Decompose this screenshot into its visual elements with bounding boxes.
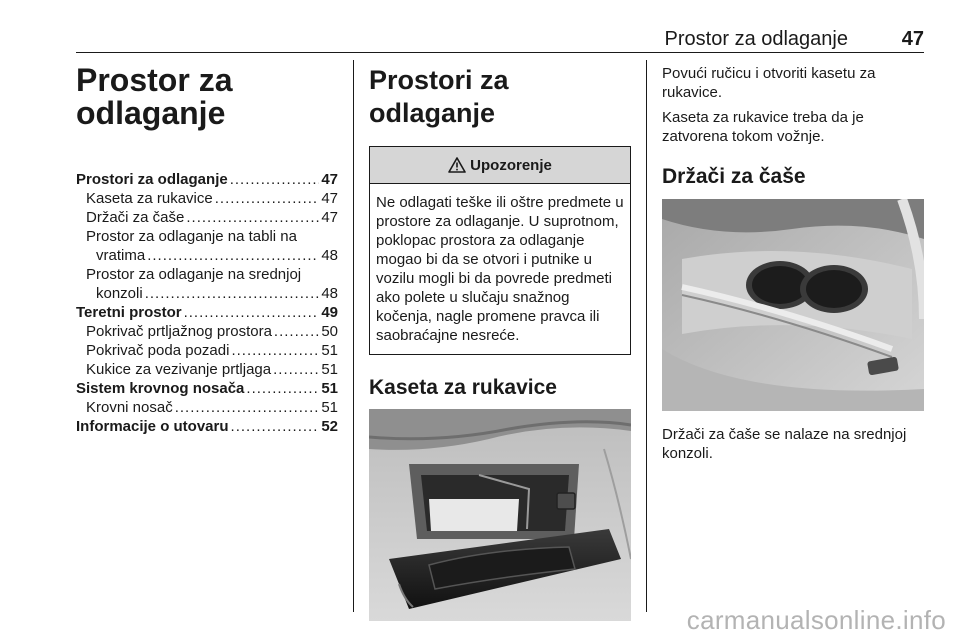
chapter-toc-column (76, 64, 338, 436)
warning-heading: Upozorenje (470, 156, 552, 174)
chapter-title: Prostor za odlaganje (76, 62, 233, 131)
warning-text: Ne odlagati teške ili oštre predmete u prostore za odlaganje. U suprotnom, poklopac prostora za odlaganje mogao bi da se otvori i putnike u vozilu mogli bi da povrede predmeti ako polete u slučaju snažnog kočenja, nagle promene pravca ili saobraćajne nesreće. (376, 194, 624, 344)
glovebox-title: Kaseta za rukavice (369, 376, 557, 399)
column-divider (646, 60, 647, 612)
cupholders-title: Držači za čaše (662, 165, 806, 188)
toc-entry[interactable]: Prostori za odlaganje ..... 47 (76, 170, 338, 189)
toc-entry[interactable]: Sistem krovnog nosača ..... 51 (76, 379, 338, 398)
toc-entry[interactable]: Prostor za odlaganje na tabli na vratima ..... 48 (76, 227, 338, 265)
cupholder-photo (662, 199, 924, 411)
header-rule (76, 52, 924, 53)
glovebox-text-closed: Kaseta za rukavice treba da je zatvorena tokom vožnje. (662, 109, 864, 145)
cupholder-illustration (662, 199, 924, 411)
toc-entry[interactable]: Krovni nosač ..... 51 (76, 398, 338, 417)
warning-box (369, 146, 631, 355)
column-divider (353, 60, 354, 612)
watermark: carmanualsonline.info (686, 605, 946, 635)
cupholders-caption: Držači za čaše se nalaze na srednjoj konzoli. (662, 426, 907, 462)
cupholder-column (662, 64, 924, 463)
toc-entry[interactable]: Teretni prostor ..... 49 (76, 303, 338, 322)
glovebox-text-open: Povući ručicu i otvoriti kasetu za rukavice. (662, 65, 876, 101)
page-number: 47 (901, 28, 924, 50)
running-header-title: Prostor za odlaganje (664, 28, 848, 50)
toc-entry[interactable]: Kaseta za rukavice ..... 47 (76, 189, 338, 208)
table-of-contents (76, 170, 338, 436)
running-header (76, 26, 924, 50)
section-title: Prostori za odlaganje (369, 65, 509, 128)
warning-triangle-icon (448, 157, 466, 173)
warning-header (370, 147, 630, 184)
toc-entry[interactable]: Prostor za odlaganje na srednjoj konzoli ..... 48 (76, 265, 338, 303)
toc-entry[interactable]: Pokrivač poda pozadi ..... 51 (76, 341, 338, 360)
storage-column (369, 64, 631, 621)
toc-entry[interactable]: Informacije o utovaru ..... 52 (76, 417, 338, 436)
toc-entry[interactable]: Držači za čaše ..... 47 (76, 208, 338, 227)
glovebox-photo (369, 409, 631, 621)
glovebox-illustration (369, 409, 631, 621)
toc-entry[interactable]: Pokrivač prtljažnog prostora ..... 50 (76, 322, 338, 341)
toc-entry[interactable]: Kukice za vezivanje prtljaga ..... 51 (76, 360, 338, 379)
